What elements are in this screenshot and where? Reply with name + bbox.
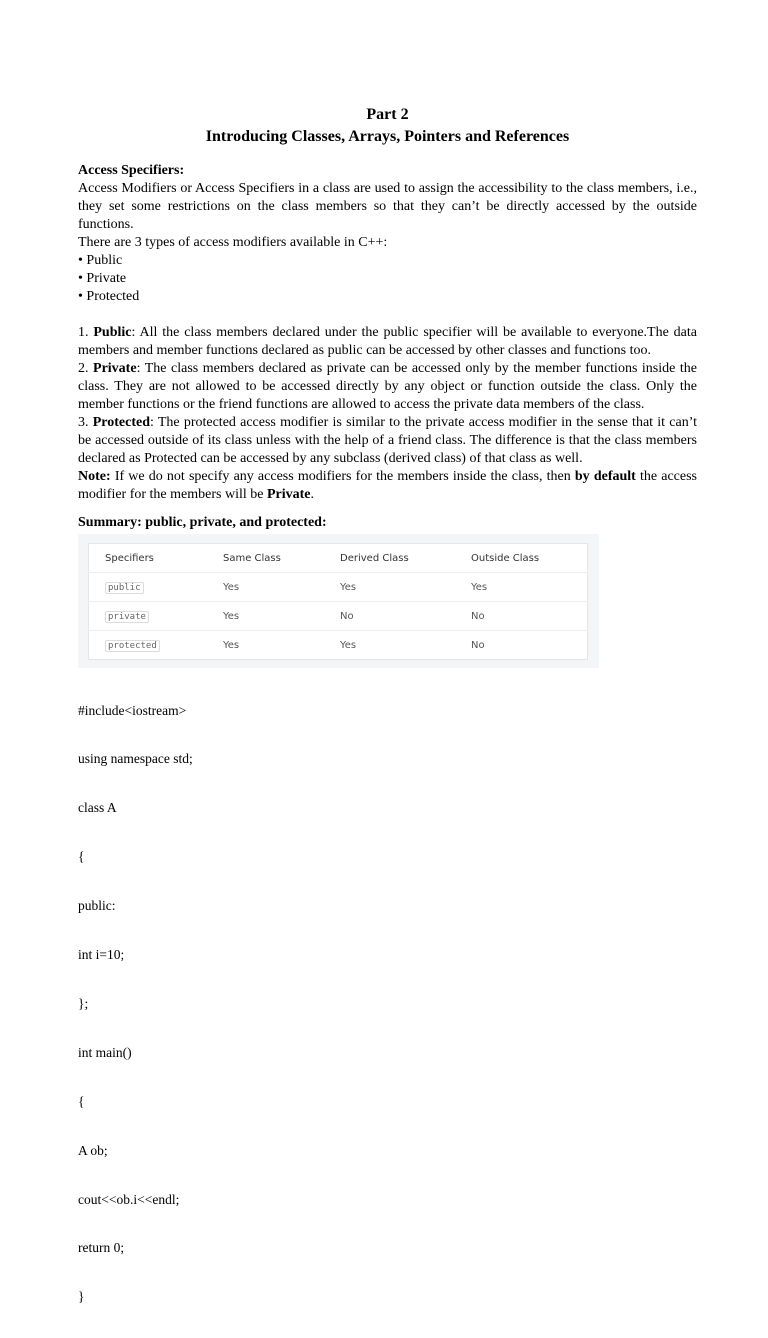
table-cell [89, 573, 208, 602]
specifier-code: private [105, 611, 149, 623]
note-bold: by default [574, 469, 636, 484]
page-title [78, 104, 697, 148]
code-line: cout<<ob.i<<endl; [78, 1191, 180, 1207]
note-text: the access modifier for the members will be [78, 469, 697, 502]
table-header-row [89, 544, 588, 573]
document-page [78, 104, 697, 1338]
code-line: int main() [78, 1044, 132, 1060]
note-paragraph [78, 468, 697, 504]
table-cell: Yes [207, 602, 324, 631]
code-line: A ob; [78, 1142, 108, 1158]
types-line: There are 3 types of access modifiers available in C++: [78, 235, 388, 250]
private-paragraph [78, 360, 697, 414]
list-item: • Protected [78, 289, 140, 304]
table-cell: No [455, 602, 588, 631]
code-line: { [78, 849, 85, 865]
note-text: If we do not specify any access modifiers for the members inside the class, then [110, 469, 575, 484]
list-item: • Public [78, 253, 123, 268]
column-header: Same Class [207, 544, 324, 573]
note-end: . [310, 487, 314, 502]
summary-table [88, 543, 588, 660]
private-label: Private [93, 361, 137, 376]
protected-text: : The protected access modifier is similar to the private access modifier in the sense that it can’t be accessed outside of its class unless with the help of a friend class. The difference is that the class members declared as Protected can be accessed by any subclass (derived class) of that class as well. [78, 415, 697, 466]
column-header: Specifiers [89, 544, 208, 573]
protected-label: Protected [92, 415, 150, 430]
code-line: int i=10; [78, 947, 125, 963]
table-cell: No [324, 602, 455, 631]
intro-paragraph: Access Modifiers or Access Specifiers in a class are used to assign the accessibility to the class members, i.e., they set some restrictions on the class members so that they can’t be directly accessed by the outside functions. [78, 181, 697, 232]
code-line: }; [78, 995, 89, 1011]
code-line: return 0; [78, 1240, 125, 1256]
item-number: 1. [78, 325, 94, 340]
table-cell [89, 631, 208, 660]
table-row [89, 573, 588, 602]
column-header: Derived Class [324, 544, 455, 573]
note-private: Private [266, 487, 311, 502]
item-number: 2. [78, 361, 94, 376]
summary-table-image [78, 534, 599, 668]
table-cell: No [471, 639, 485, 651]
table-row [89, 631, 588, 660]
table-cell: Yes [340, 639, 357, 651]
table-cell: Yes [324, 573, 455, 602]
public-label: Public [93, 325, 132, 340]
code-line: #include<iostream> [78, 702, 187, 718]
table-cell: Yes [223, 639, 240, 651]
table-cell: Yes [455, 573, 588, 602]
list-item: • Private [78, 271, 127, 286]
public-paragraph [78, 324, 697, 360]
column-header: Outside Class [455, 544, 588, 573]
title-part: Part 2 [366, 106, 409, 123]
code-block [78, 670, 697, 1338]
private-text: : The class members declared as private can be accessed only by the member functions inside the class. They are not allowed to be accessed directly by any object or function outside the class. Only the member functions or the friend functions are allowed to access the private data members of the class. [78, 361, 697, 412]
specifier-code: protected [105, 640, 160, 652]
code-line: using namespace std; [78, 751, 193, 767]
title-topic: Introducing Classes, Arrays, Pointers and References [205, 128, 570, 145]
specifier-code: public [105, 582, 144, 594]
summary-heading: Summary: public, private, and protected: [78, 515, 327, 530]
protected-paragraph [78, 414, 697, 468]
code-line: public: [78, 898, 116, 914]
note-label: Note: [78, 469, 111, 484]
section-heading: Access Specifiers: [78, 163, 185, 178]
table-cell [89, 602, 208, 631]
table-row [89, 602, 588, 631]
modifier-list [78, 252, 697, 306]
code-line: { [78, 1093, 85, 1109]
code-line: } [78, 1289, 85, 1305]
public-text: : All the class members declared under the public specifier will be available to everyone.The data members and member functions declared as public can be accessed by other classes and functions too. [78, 325, 698, 358]
code-line: class A [78, 800, 117, 816]
item-number: 3. [78, 415, 93, 430]
table-cell: Yes [207, 573, 324, 602]
